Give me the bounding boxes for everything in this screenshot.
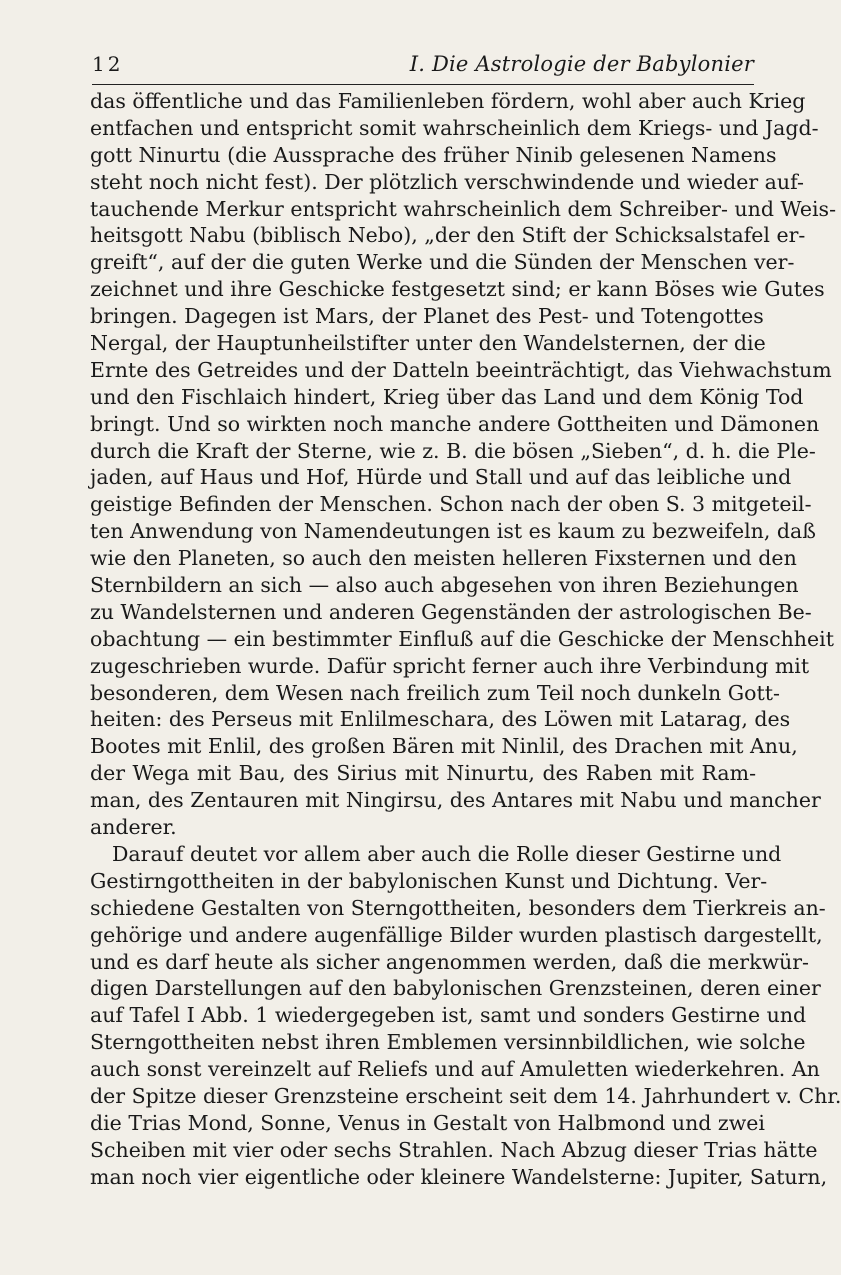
- header-rule: [92, 84, 754, 85]
- text-line: zu Wandelsternen und anderen Gegenständen der astrologischen Be-: [90, 599, 812, 624]
- text-line: der Spitze dieser Grenzsteine erscheint seit dem 14. Jahrhundert v. Chr.: [90, 1083, 841, 1108]
- text-line: zugeschrieben wurde. Dafür spricht ferner auch ihre Verbindung mit: [90, 653, 810, 678]
- text-line: greift“, auf der die guten Werke und die Sünden der Menschen ver-: [90, 250, 795, 275]
- text-line: jaden, auf Haus und Hof, Hürde und Stall und auf das leibliche und: [90, 465, 792, 490]
- page-number: 12: [92, 52, 124, 76]
- text-line: das öffentliche und das Familienleben fördern, wohl aber auch Krieg: [90, 89, 806, 113]
- text-line: besonderen, dem Wesen nach freilich zum Teil noch dunkeln Gott-: [90, 680, 780, 705]
- text-line: gehörige und andere augenfällige Bilder wurden plastisch dargestellt,: [90, 922, 823, 947]
- text-line: Sterngottheiten nebst ihren Emblemen versinnbildlichen, wie solche: [90, 1030, 806, 1055]
- text-line: zeichnet und ihre Geschicke festgesetzt sind; er kann Böses wie Gutes: [90, 277, 825, 302]
- text-line: Scheiben mit vier oder sechs Strahlen. Nach Abzug dieser Trias hätte: [90, 1137, 818, 1162]
- text-line: die Trias Mond, Sonne, Venus in Gestalt von Halbmond und zwei: [90, 1110, 765, 1135]
- text-line: man noch vier eigentliche oder kleinere Wandelsterne: Jupiter, Saturn,: [90, 1164, 828, 1189]
- text-line: Bootes mit Enlil, des großen Bären mit Ninlil, des Drachen mit Anu,: [90, 734, 798, 759]
- text-line: gott Ninurtu (die Aussprache des früher Ninib gelesenen Namens: [90, 142, 777, 167]
- text-line: und es darf heute als sicher angenommen werden, daß die merkwür-: [90, 949, 809, 974]
- text-line: auf Tafel I Abb. 1 wiedergegeben ist, samt und sonders Gestirne und: [90, 1003, 807, 1028]
- text-line: Ernte des Getreides und der Datteln beeinträchtigt, das Viehwachstum: [90, 357, 832, 382]
- text-line: Nergal, der Hauptunheilstifter unter den Wandelsternen, der die: [90, 331, 766, 356]
- text-line: Darauf deutet vor allem aber auch die Rolle dieser Gestirne und: [112, 841, 782, 866]
- text-line: entfachen und entspricht somit wahrscheinlich dem Kriegs- und Jagd-: [90, 115, 819, 140]
- text-line: tauchende Merkur entspricht wahrscheinlich dem Schreiber- und Weis-: [90, 196, 837, 221]
- text-line: ten Anwendung von Namendeutungen ist es kaum zu bezweifeln, daß: [90, 519, 816, 544]
- running-title: I. Die Astrologie der Babylonier: [409, 52, 754, 76]
- text-line: schiedene Gestalten von Sterngottheiten, besonders dem Tierkreis an-: [90, 895, 826, 920]
- text-line: anderer.: [90, 815, 177, 840]
- text-line: heitsgott Nabu (biblisch Nebo), „der den Stift der Schicksalstafel er-: [90, 223, 806, 248]
- page-header: [92, 52, 754, 84]
- text-line: bringt. Und so wirkten noch manche andere Gottheiten und Dämonen: [90, 411, 820, 436]
- text-line: Sternbildern an sich — also auch abgesehen von ihren Beziehungen: [90, 573, 799, 598]
- text-line: durch die Kraft der Sterne, wie z. B. die bösen „Sieben“, d. h. die Ple-: [90, 438, 816, 463]
- text-line: wie den Planeten, so auch den meisten helleren Fixsternen und den: [90, 546, 797, 571]
- text-line: auch sonst vereinzelt auf Reliefs und auf Amuletten wiederkehren. An: [90, 1057, 820, 1082]
- text-line: und den Fischlaich hindert, Krieg über das Land und dem König Tod: [90, 384, 804, 409]
- text-line: digen Darstellungen auf den babylonischen Grenzsteinen, deren einer: [90, 976, 821, 1001]
- text-line: man, des Zentauren mit Ningirsu, des Antares mit Nabu und mancher: [90, 788, 821, 813]
- text-line: Gestirngottheiten in der babylonischen Kunst und Dichtung. Ver-: [90, 868, 768, 893]
- body-text: [90, 88, 841, 1191]
- text-line: bringen. Dagegen ist Mars, der Planet des Pest- und Totengottes: [90, 304, 764, 329]
- text-line: heiten: des Perseus mit Enlilmeschara, des Löwen mit Latarag, des: [90, 707, 791, 732]
- text-line: geistige Befinden der Menschen. Schon nach der oben S. 3 mitgeteil-: [90, 492, 812, 517]
- text-line: der Wega mit Bau, des Sirius mit Ninurtu, des Raben mit Ram-: [90, 761, 756, 786]
- text-line: steht noch nicht fest). Der plötzlich verschwindende und wieder auf-: [90, 169, 804, 194]
- text-line: obachtung — ein bestimmter Einfluß auf die Geschicke der Menschheit: [90, 626, 834, 651]
